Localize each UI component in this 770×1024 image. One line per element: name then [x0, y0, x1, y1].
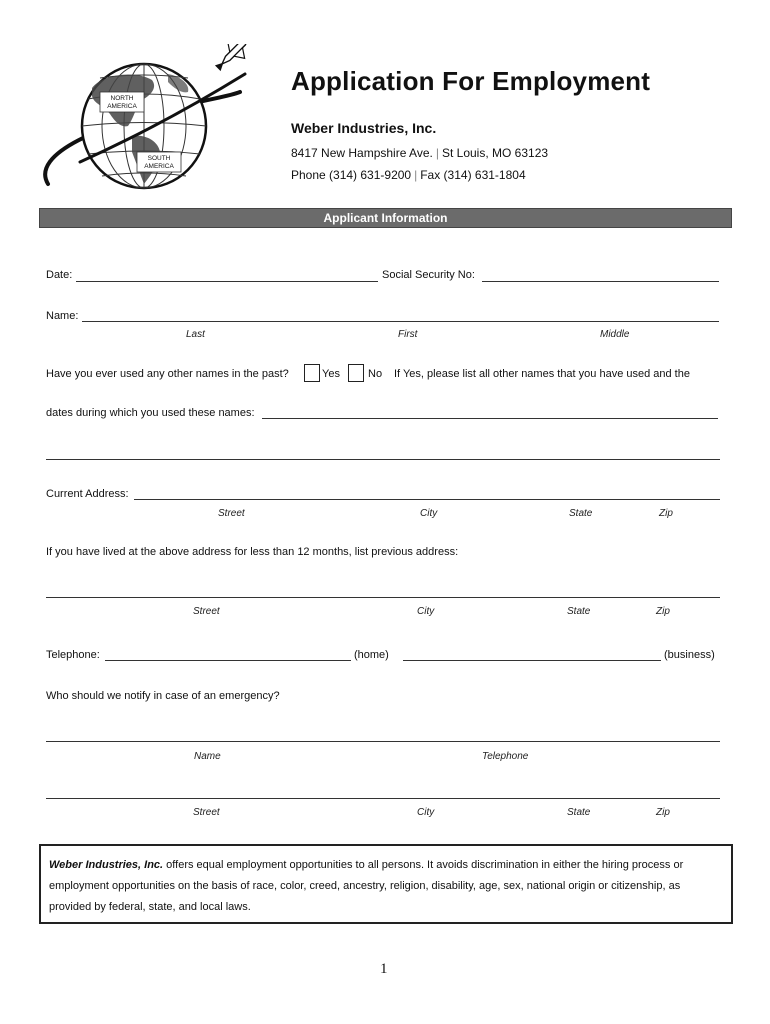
- company-name: Weber Industries, Inc.: [291, 120, 437, 136]
- company-phone: Phone (314) 631-9200: [291, 168, 412, 182]
- emergency-sub-telephone: Telephone: [482, 751, 529, 762]
- yes-checkbox[interactable]: [304, 364, 320, 382]
- emergency-contact-field[interactable]: [46, 741, 720, 742]
- name-field[interactable]: [82, 321, 719, 322]
- dates-used-field[interactable]: [262, 418, 718, 419]
- date-field[interactable]: [76, 281, 378, 282]
- business-telephone-field[interactable]: [403, 660, 661, 661]
- current-address-field[interactable]: [134, 499, 720, 500]
- yes-label: Yes: [322, 368, 340, 380]
- home-telephone-field[interactable]: [105, 660, 351, 661]
- company-fax: Fax (314) 631-1804: [420, 168, 526, 182]
- ssn-label: Social Security No:: [382, 269, 475, 281]
- home-label: (home): [354, 649, 389, 661]
- name-sub-last: Last: [186, 329, 205, 340]
- page-number: 1: [380, 961, 388, 977]
- address-sub-state: State: [569, 508, 593, 519]
- eeo-company: Weber Industries, Inc.: [49, 859, 164, 871]
- previous-address-question: If you have lived at the above address for less than 12 months, list previous address:: [46, 546, 459, 558]
- svg-text:SOUTH: SOUTH: [147, 155, 171, 162]
- eeo-text: offers equal employment opportunities to all persons. It avoids discrimination in either the hiring process or employment opportunities on the basis of race, color, creed, ancestry, religion, disability, age, sex, national origin or citizenship, as provided by federal, state, and local laws.: [49, 859, 684, 913]
- emergency-question: Who should we notify in case of an emergency?: [46, 690, 280, 702]
- prev-address-sub-street: Street: [193, 606, 220, 617]
- address-city: St Louis, MO 63123: [441, 146, 549, 160]
- eeo-statement: [39, 844, 733, 924]
- other-names-instruction: If Yes, please list all other names that you have used and the: [394, 368, 690, 380]
- company-logo-globe: [40, 44, 255, 194]
- name-label: Name:: [46, 310, 79, 322]
- page-title: Application For Employment: [291, 66, 651, 96]
- other-names-question: Have you ever used any other names in the past?: [46, 368, 289, 380]
- emergency-sub-state: State: [567, 807, 591, 818]
- current-address-label: Current Address:: [46, 488, 129, 500]
- name-sub-middle: Middle: [600, 329, 630, 340]
- no-label: No: [368, 368, 383, 380]
- previous-address-field[interactable]: [46, 597, 720, 598]
- svg-text:AMERICA: AMERICA: [107, 103, 137, 110]
- date-label: Date:: [46, 269, 73, 281]
- emergency-sub-city: City: [417, 807, 435, 818]
- prev-address-sub-city: City: [417, 606, 435, 617]
- ssn-field[interactable]: [482, 281, 719, 282]
- address-street: 8417 New Hampshire Ave.: [291, 146, 433, 160]
- business-label: (business): [664, 649, 715, 661]
- prev-address-sub-state: State: [567, 606, 591, 617]
- company-address: 8417 New Hampshire Ave. | St Louis, MO 63123: [291, 146, 549, 160]
- other-names-field-2[interactable]: [46, 459, 720, 460]
- address-sub-city: City: [420, 508, 438, 519]
- emergency-sub-name: Name: [194, 751, 221, 762]
- section-header-applicant-information: Applicant Information: [39, 208, 732, 228]
- svg-text:AMERICA: AMERICA: [144, 163, 174, 170]
- address-sub-street: Street: [218, 508, 245, 519]
- name-sub-first: First: [398, 329, 418, 340]
- emergency-sub-zip: Zip: [656, 807, 670, 818]
- emergency-sub-street: Street: [193, 807, 220, 818]
- svg-text:NORTH: NORTH: [110, 95, 134, 102]
- company-contact: Phone (314) 631-9200 | Fax (314) 631-1804: [291, 168, 526, 182]
- telephone-label: Telephone:: [46, 649, 100, 661]
- prev-address-sub-zip: Zip: [656, 606, 670, 617]
- emergency-address-field[interactable]: [46, 798, 720, 799]
- address-sub-zip: Zip: [659, 508, 673, 519]
- no-checkbox[interactable]: [348, 364, 364, 382]
- dates-used-label: dates during which you used these names:: [46, 407, 255, 419]
